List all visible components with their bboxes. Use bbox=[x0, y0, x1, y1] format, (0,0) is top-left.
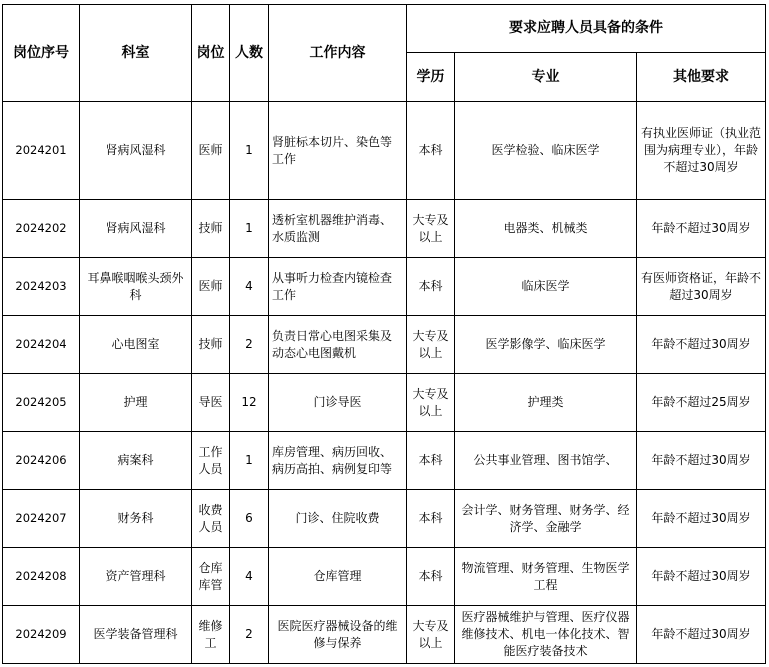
cell-other: 年龄不超过25周岁 bbox=[637, 374, 766, 432]
table-row bbox=[3, 200, 766, 258]
cell-position-no: 2024205 bbox=[3, 374, 80, 432]
cell-education: 大专及以上 bbox=[407, 374, 455, 432]
table-row bbox=[3, 606, 766, 664]
cell-major: 临床医学 bbox=[455, 258, 637, 316]
cell-position-no: 2024204 bbox=[3, 316, 80, 374]
cell-count: 1 bbox=[230, 200, 269, 258]
cell-department: 资产管理科 bbox=[80, 548, 192, 606]
cell-department: 肾病风湿科 bbox=[80, 200, 192, 258]
cell-position: 收费人员 bbox=[192, 490, 230, 548]
cell-major: 电器类、机械类 bbox=[455, 200, 637, 258]
header-other: 其他要求 bbox=[637, 53, 766, 102]
cell-position: 技师 bbox=[192, 200, 230, 258]
cell-other: 年龄不超过30周岁 bbox=[637, 316, 766, 374]
cell-position-no: 2024207 bbox=[3, 490, 80, 548]
cell-major: 会计学、财务管理、财务学、经济学、金融学 bbox=[455, 490, 637, 548]
cell-department: 护理 bbox=[80, 374, 192, 432]
cell-position: 工作人员 bbox=[192, 432, 230, 490]
cell-education: 大专及以上 bbox=[407, 200, 455, 258]
cell-position: 仓库库管 bbox=[192, 548, 230, 606]
cell-education: 本科 bbox=[407, 432, 455, 490]
cell-education: 大专及以上 bbox=[407, 316, 455, 374]
cell-duties: 医院医疗器械设备的维修与保养 bbox=[269, 606, 407, 664]
header-major: 专业 bbox=[455, 53, 637, 102]
cell-major: 公共事业管理、图书馆学、 bbox=[455, 432, 637, 490]
table-row bbox=[3, 258, 766, 316]
cell-other: 有医师资格证，年龄不超过30周岁 bbox=[637, 258, 766, 316]
cell-position-no: 2024208 bbox=[3, 548, 80, 606]
cell-position-no: 2024209 bbox=[3, 606, 80, 664]
header-duties: 工作内容 bbox=[269, 5, 407, 102]
cell-position: 医师 bbox=[192, 102, 230, 200]
cell-other: 年龄不超过30周岁 bbox=[637, 548, 766, 606]
table-row bbox=[3, 490, 766, 548]
cell-position: 医师 bbox=[192, 258, 230, 316]
table-row bbox=[3, 548, 766, 606]
header-department: 科室 bbox=[80, 5, 192, 102]
cell-duties: 肾脏标本切片、染色等工作 bbox=[269, 102, 407, 200]
cell-position: 维修工 bbox=[192, 606, 230, 664]
table-row bbox=[3, 374, 766, 432]
cell-department: 耳鼻喉咽喉头颈外科 bbox=[80, 258, 192, 316]
cell-position-no: 2024202 bbox=[3, 200, 80, 258]
cell-other: 年龄不超过30周岁 bbox=[637, 490, 766, 548]
cell-major: 医学影像学、临床医学 bbox=[455, 316, 637, 374]
cell-duties: 门诊、住院收费 bbox=[269, 490, 407, 548]
cell-major: 物流管理、财务管理、生物医学工程 bbox=[455, 548, 637, 606]
cell-count: 6 bbox=[230, 490, 269, 548]
cell-count: 2 bbox=[230, 316, 269, 374]
cell-duties: 仓库管理 bbox=[269, 548, 407, 606]
cell-other: 有执业医师证（执业范围为病理专业），年龄不超过30周岁 bbox=[637, 102, 766, 200]
cell-education: 本科 bbox=[407, 490, 455, 548]
cell-other: 年龄不超过30周岁 bbox=[637, 200, 766, 258]
table-row bbox=[3, 316, 766, 374]
cell-duties: 负责日常心电图采集及动态心电图戴机 bbox=[269, 316, 407, 374]
cell-position-no: 2024203 bbox=[3, 258, 80, 316]
cell-count: 4 bbox=[230, 548, 269, 606]
cell-department: 心电图室 bbox=[80, 316, 192, 374]
table-row bbox=[3, 102, 766, 200]
cell-count: 2 bbox=[230, 606, 269, 664]
cell-position-no: 2024206 bbox=[3, 432, 80, 490]
cell-position: 技师 bbox=[192, 316, 230, 374]
cell-department: 财务科 bbox=[80, 490, 192, 548]
cell-count: 1 bbox=[230, 432, 269, 490]
cell-major: 医学检验、临床医学 bbox=[455, 102, 637, 200]
cell-education: 本科 bbox=[407, 102, 455, 200]
cell-education: 本科 bbox=[407, 548, 455, 606]
cell-department: 病案科 bbox=[80, 432, 192, 490]
cell-department: 肾病风湿科 bbox=[80, 102, 192, 200]
table-row bbox=[3, 432, 766, 490]
header-position: 岗位 bbox=[192, 5, 230, 102]
cell-duties: 从事听力检查内镜检查工作 bbox=[269, 258, 407, 316]
cell-duties: 库房管理、病历回收、病历高拍、病例复印等 bbox=[269, 432, 407, 490]
cell-position: 导医 bbox=[192, 374, 230, 432]
recruitment-table bbox=[2, 4, 766, 664]
cell-education: 本科 bbox=[407, 258, 455, 316]
cell-major: 护理类 bbox=[455, 374, 637, 432]
recruitment-table-container bbox=[2, 4, 766, 664]
cell-count: 4 bbox=[230, 258, 269, 316]
cell-position-no: 2024201 bbox=[3, 102, 80, 200]
cell-other: 年龄不超过30周岁 bbox=[637, 606, 766, 664]
header-education: 学历 bbox=[407, 53, 455, 102]
cell-major: 医疗器械维护与管理、医疗仪器维修技术、机电一体化技术、智能医疗装备技术 bbox=[455, 606, 637, 664]
cell-education: 大专及以上 bbox=[407, 606, 455, 664]
cell-count: 12 bbox=[230, 374, 269, 432]
header-requirements-group: 要求应聘人员具备的条件 bbox=[407, 5, 766, 53]
cell-duties: 透析室机器维护消毒、水质监测 bbox=[269, 200, 407, 258]
header-position-no: 岗位序号 bbox=[3, 5, 80, 102]
cell-other: 年龄不超过30周岁 bbox=[637, 432, 766, 490]
cell-count: 1 bbox=[230, 102, 269, 200]
header-count: 人数 bbox=[230, 5, 269, 102]
cell-duties: 门诊导医 bbox=[269, 374, 407, 432]
cell-department: 医学装备管理科 bbox=[80, 606, 192, 664]
